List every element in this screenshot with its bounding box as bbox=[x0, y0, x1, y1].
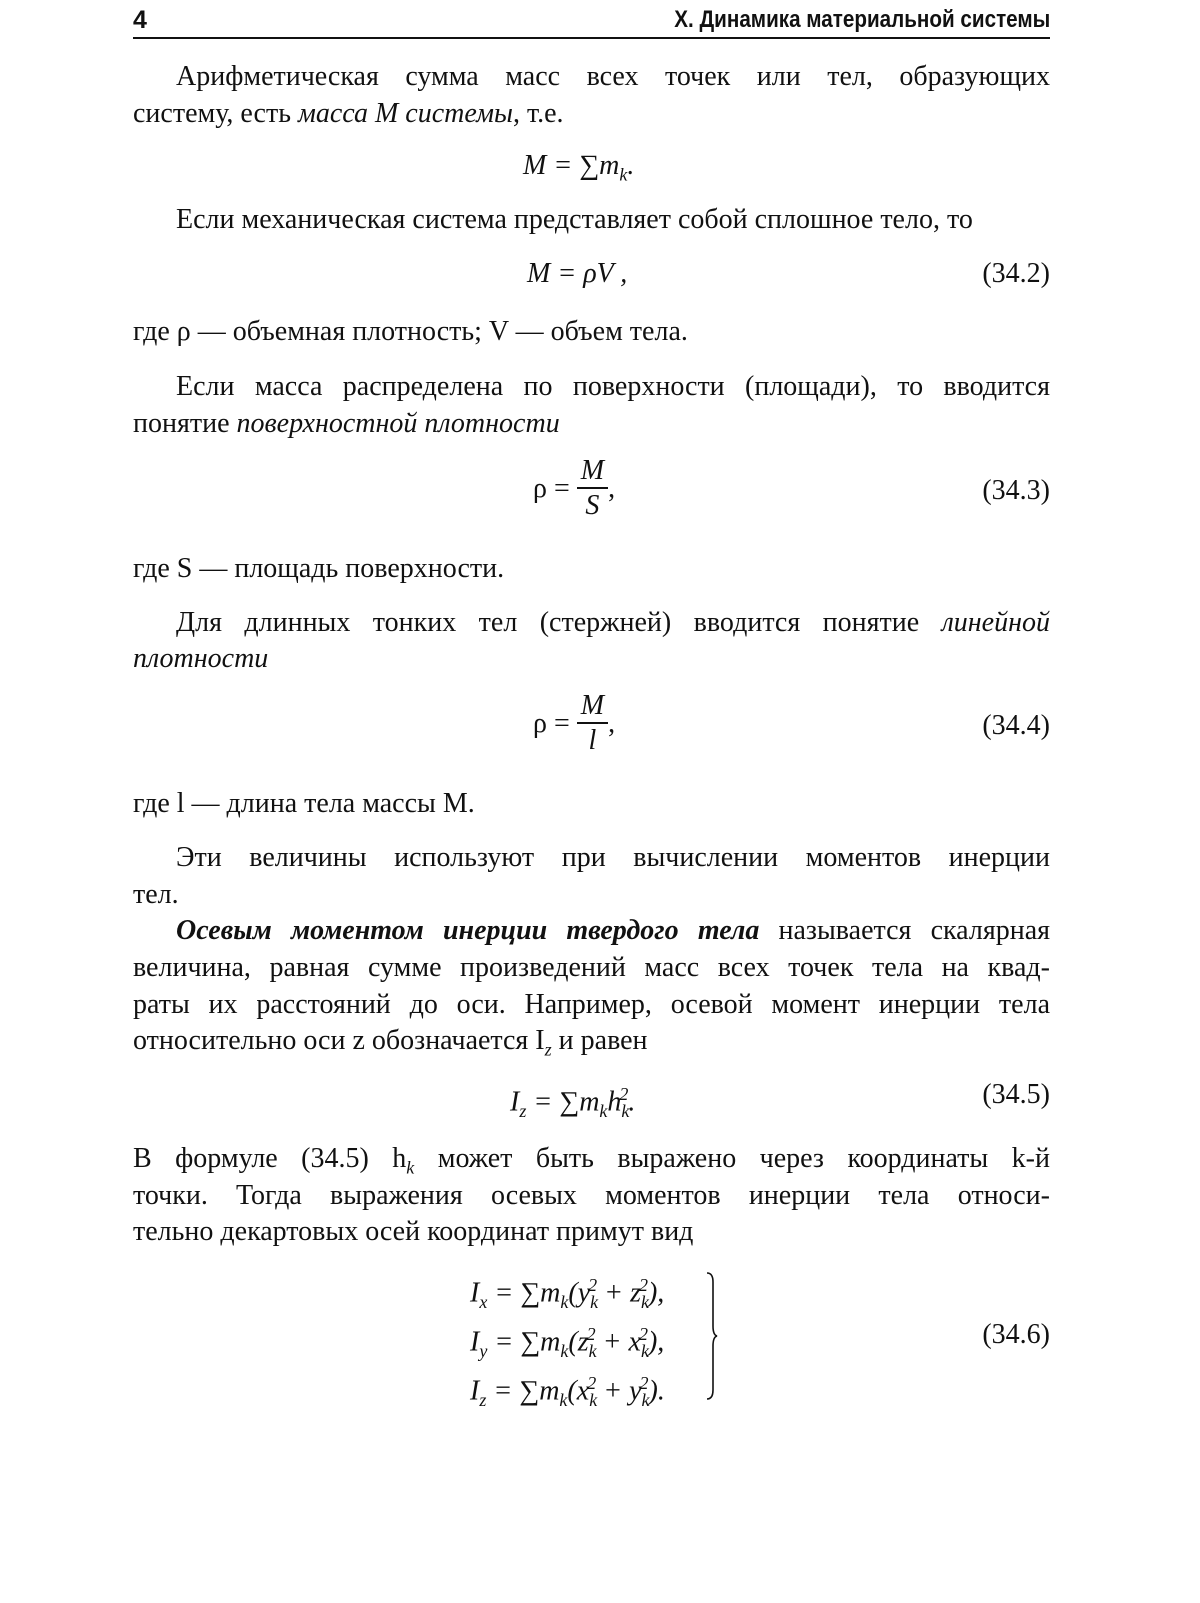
fraction bbox=[577, 690, 608, 758]
fraction-numerator: M bbox=[577, 690, 608, 724]
paragraph-6-line-2: плотности bbox=[133, 643, 269, 674]
paragraph-5: где S — площадь поверхности. bbox=[133, 553, 505, 584]
text-span: может быть выражено через координаты k-й bbox=[414, 1143, 1050, 1174]
equation-34-4 bbox=[533, 690, 615, 758]
paragraph-3: где ρ — объемная плотность; V — объем тела. bbox=[133, 316, 688, 347]
text-span: , т.е. bbox=[512, 98, 564, 129]
paragraph-7: где l — длина тела массы M. bbox=[133, 788, 475, 819]
equation-number-34-5: (34.5) bbox=[982, 1079, 1050, 1110]
paragraph-9-line-3: раты их расстояний до оси. Например, осевой момент инерции тела bbox=[133, 989, 1050, 1020]
eq-comma: , bbox=[608, 708, 616, 739]
fraction bbox=[577, 455, 608, 523]
right-brace bbox=[706, 1272, 718, 1400]
equation-34-6-ix: $I_x = \sum m_k(y_k^2 + z_k^2)$, bbox=[470, 1275, 665, 1312]
paragraph-1-line-1: Арифметическая сумма масс всех точек или тел, образующих bbox=[176, 61, 1050, 92]
paragraph-9-line-4 bbox=[133, 1022, 1050, 1069]
paragraph-8-line-2: тел. bbox=[133, 879, 179, 910]
term-surface-density: поверхностной плотности bbox=[236, 408, 560, 439]
term-axial-moment: Осевым моментом инерции твердого тела bbox=[176, 915, 760, 946]
page-number: 4 bbox=[133, 6, 147, 34]
text-span: называется скалярная bbox=[759, 915, 1050, 946]
eq-end: . bbox=[627, 150, 635, 181]
header-rule bbox=[133, 37, 1050, 39]
equation-number-34-2: (34.2) bbox=[982, 258, 1050, 289]
subscript: z bbox=[544, 1039, 552, 1060]
paragraph-1-line-2 bbox=[133, 95, 1050, 132]
running-title: X. Динамика материальной системы bbox=[673, 6, 1050, 33]
paragraph-2: Если механическая система представляет собой сплошное тело, то bbox=[176, 204, 973, 235]
text-span: относительно оси z обозначается I bbox=[133, 1025, 545, 1056]
subscript: k bbox=[406, 1157, 415, 1178]
eq-lhs: ρ = bbox=[533, 473, 570, 504]
eq-comma: , bbox=[608, 473, 616, 504]
equation-34-5: $I_z = \sum m_kh_k^2$. bbox=[510, 1084, 636, 1121]
eq-lhs: ρ = bbox=[533, 708, 570, 739]
equation-number-34-3: (34.3) bbox=[982, 475, 1050, 506]
paragraph-8-line-1: Эти величины используют при вычислении моментов инерции bbox=[176, 842, 1050, 873]
equation-mass-sum bbox=[523, 147, 634, 194]
text-span: систему, есть bbox=[133, 98, 298, 129]
text-span: и равен bbox=[551, 1025, 648, 1056]
equation-34-6-iz: $I_z = \sum m_k(x_k^2 + y_k^2)$. bbox=[470, 1373, 665, 1410]
term-mass-of-system: масса M системы bbox=[297, 98, 513, 129]
text-span: В формуле (34.5) h bbox=[133, 1143, 407, 1174]
text-span: Для длинных тонких тел (стержней) вводится понятие bbox=[176, 607, 942, 638]
paragraph-9-line-1 bbox=[176, 912, 1050, 949]
eq-mass-sum-body: M = ∑m bbox=[523, 150, 620, 181]
paragraph-4-line-1: Если масса распределена по поверхности (площади), то вводится bbox=[176, 371, 1050, 402]
fraction-denominator: S bbox=[585, 490, 600, 521]
equation-34-2: M = ρV , bbox=[527, 258, 628, 289]
equation-number-34-6: (34.6) bbox=[982, 1319, 1050, 1350]
equation-34-3 bbox=[533, 455, 615, 523]
fraction-denominator: l bbox=[588, 725, 597, 756]
equation-number-34-4: (34.4) bbox=[982, 710, 1050, 741]
equation-34-6-iy: $I_y = \sum m_k(z_k^2 + x_k^2)$, bbox=[470, 1324, 665, 1361]
paragraph-10-line-3: тельно декартовых осей координат примут вид bbox=[133, 1216, 694, 1247]
paragraph-9-line-2: величина, равная сумме произведений масс всех точек тела на квад- bbox=[133, 952, 1050, 983]
text-span: понятие bbox=[133, 408, 237, 439]
paragraph-10-line-2: точки. Тогда выражения осевых моментов инерции тела относи- bbox=[133, 1180, 1050, 1211]
eq-sub: k bbox=[619, 164, 628, 185]
paragraph-4-line-2 bbox=[133, 405, 1050, 442]
fraction-numerator: M bbox=[577, 455, 608, 489]
term-linear: линейной bbox=[941, 607, 1050, 638]
paragraph-6-line-1 bbox=[176, 604, 1050, 641]
